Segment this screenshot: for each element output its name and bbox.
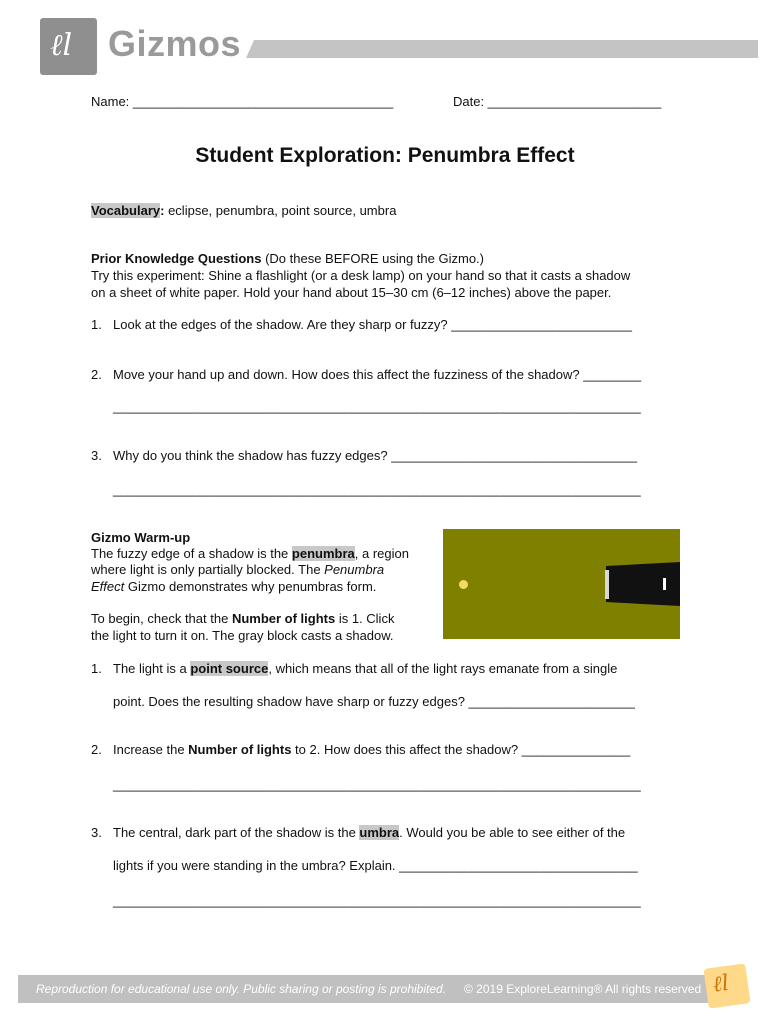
vocabulary-terms: eclipse, penumbra, point source, umbra (164, 203, 397, 218)
screen-marker (663, 578, 666, 590)
term-point-source: point source (190, 661, 269, 676)
warmup-question-3-line-2[interactable]: lights if you were standing in the umbra? Explain. _________________________________ (113, 858, 638, 873)
prior-question-2-number: 2. (91, 367, 102, 382)
warmup-question-1-number: 1. (91, 661, 102, 676)
prior-question-2-answer-line[interactable]: _________________________________________________________________________ (113, 399, 641, 414)
header-bar (246, 40, 758, 58)
prior-knowledge-heading-line: Prior Knowledge Questions (Do these BEFORE using the Gizmo.) (91, 251, 484, 266)
warmup-question-2-answer-line[interactable]: _________________________________________________________________________ (113, 777, 641, 792)
prior-instructions-line-2: on a sheet of white paper. Hold your hand about 15–30 cm (6–12 inches) above the paper. (91, 285, 612, 300)
prior-question-1[interactable]: Look at the edges of the shadow. Are they sharp or fuzzy? _________________________ (113, 317, 632, 332)
warmup-question-2[interactable]: Increase the Number of lights to 2. How does this affect the shadow? _______________ (113, 742, 631, 757)
term-umbra: umbra (359, 825, 400, 840)
prior-question-3[interactable]: Why do you think the shadow has fuzzy edges? __________________________________ (113, 448, 638, 463)
warmup-question-2-number: 2. (91, 742, 102, 757)
prior-instructions-line-1: Try this experiment: Shine a flashlight (or a desk lamp) on your hand so that it casts a shadow (91, 268, 631, 283)
footer-reproduction-notice: Reproduction for educational use only. Public sharing or posting is prohibited. (36, 982, 447, 996)
page-title: Student Exploration: Penumbra Effect (195, 144, 575, 167)
explorelearning-logo-icon: ℓl (703, 963, 750, 1008)
prior-question-1-number: 1. (91, 317, 102, 332)
warmup-question-3-number: 3. (91, 825, 102, 840)
warmup-instructions-line-1: To begin, check that the Number of lights is 1. Click (91, 611, 395, 626)
warmup-question-3: The central, dark part of the shadow is the umbra. Would you be able to see either of the (113, 825, 626, 840)
vocabulary-label: Vocabulary (91, 203, 161, 218)
warmup-instructions-line-2: the light to turn it on. The gray block casts a shadow. (91, 628, 394, 643)
warmup-heading: Gizmo Warm-up (91, 530, 191, 545)
prior-question-3-answer-line[interactable]: _________________________________________________________________________ (113, 482, 641, 497)
gray-block (605, 570, 609, 599)
warmup-paragraph-line-1: The fuzzy edge of a shadow is the penumbra, a region (91, 546, 409, 561)
prior-question-3-number: 3. (91, 448, 102, 463)
warmup-paragraph-line-2: where light is only partially blocked. The Penumbra (91, 562, 385, 577)
gizmos-logo-icon: ℓl (40, 18, 97, 75)
warmup-question-3-answer-line[interactable]: _________________________________________________________________________ (113, 893, 641, 908)
name-field-line[interactable]: Name: ____________________________________ (91, 94, 394, 109)
gizmo-screenshot (443, 529, 680, 639)
light-source-icon (459, 580, 468, 589)
brand-name: Gizmos (108, 23, 242, 64)
warmup-paragraph-line-3: Effect Gizmo demonstrates why penumbras form. (91, 579, 377, 594)
warmup-question-1: The light is a point source, which means that all of the light rays emanate from a single (113, 661, 618, 676)
prior-question-2[interactable]: Move your hand up and down. How does this affect the fuzziness of the shadow? ________ (113, 367, 642, 382)
vocabulary-line: Vocabulary: eclipse, penumbra, point source, umbra (91, 203, 397, 218)
term-penumbra: penumbra (291, 546, 355, 561)
warmup-question-1-line-2[interactable]: point. Does the resulting shadow have sharp or fuzzy edges? _______________________ (113, 694, 635, 709)
shadow-shape (606, 562, 680, 606)
footer-copyright: © 2019 ExploreLearning® All rights reserved (464, 982, 702, 996)
date-field-line[interactable]: Date: ________________________ (453, 94, 662, 109)
prior-knowledge-heading: Prior Knowledge Questions (91, 251, 262, 266)
